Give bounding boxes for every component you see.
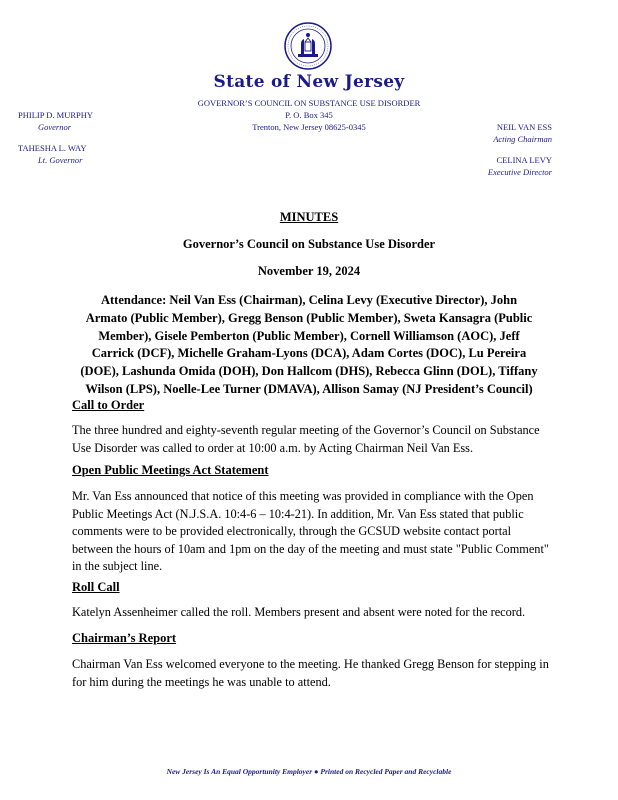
governor-title: Governor	[38, 122, 72, 132]
minutes-heading: MINUTES	[279, 210, 339, 224]
section-chairmans-report-body: Chairman Van Ess welcomed everyone to the meeting. He thanked Gregg Benson for stepping in for him during the meetings he was unable to attend.	[72, 657, 549, 689]
section-chairmans-report-title: Chairman’s Report	[72, 631, 177, 645]
attendance-list: Attendance: Neil Van Ess (Chairman), Celina Levy (Executive Director), John Armato (Public Member), Gregg Benson (Public Member), Sweta Kansagra (Public Member), Gisele Pemberton (Public Member), Cornell Williamson (AOC), Jeff Carrick (DCF), Michelle Graham-Lyons (DCA), Adam Cortes (DOC), Lu Pereira (DOE), Lashunda Omida (DOH), Don Hallcom (DHS), Rebecca Glinn (DOL), Tiffany Wilson (LPS), Noelle-Lee Turner (DMAVA), Allison Samay (NJ President’s Council)	[80, 293, 538, 396]
section-call-to-order-title: Call to Order	[72, 398, 145, 412]
governor-name: PHILIP D. MURPHY	[18, 110, 94, 120]
section-opma-body: Mr. Van Ess announced that notice of this meeting was provided in compliance with the Open Public Meetings Act (N.J.S.A. 10:4-6 – 10:4-21). In addition, Mr. Van Ess stated that public comments were to be provided electronically, through the GCSUD website contact portal between the hours of 10am and 1pm on the day of the meeting and must state "Public Comment" in the subject line.	[72, 489, 549, 573]
chairman-name: NEIL VAN ESS	[496, 122, 552, 132]
council-name: GOVERNOR’S COUNCIL ON SUBSTANCE USE DISORDER	[197, 98, 421, 108]
section-opma-title: Open Public Meetings Act Statement	[72, 463, 269, 477]
city-address: Trenton, New Jersey 08625-0345	[252, 122, 366, 132]
director-title: Executive Director	[487, 167, 552, 177]
meeting-date: November 19, 2024	[257, 264, 361, 278]
document-subtitle: Governor’s Council on Substance Use Disorder	[182, 237, 436, 251]
section-roll-call-title: Roll Call	[72, 580, 120, 594]
footer-note: New Jersey Is An Equal Opportunity Employer ● Printed on Recycled Paper and Recyclable	[166, 767, 452, 776]
state-seal-icon	[284, 22, 332, 70]
lt-governor-title: Lt. Governor	[38, 155, 83, 165]
director-name: CELINA LEVY	[496, 155, 552, 165]
state-title: State of New Jersey	[213, 72, 405, 92]
section-roll-call-body: Katelyn Assenheimer called the roll. Members present and absent were noted for the record.	[72, 605, 526, 619]
chairman-title: Acting Chairman	[493, 134, 552, 144]
po-box: P. O. Box 345	[285, 110, 333, 120]
section-call-to-order-body: The three hundred and eighty-seventh regular meeting of the Governor’s Council on Substance Use Disorder was called to order at 10:00 a.m. by Acting Chairman Neil Van Ess.	[72, 423, 540, 455]
lt-governor-name: TAHESHA L. WAY	[18, 143, 87, 153]
